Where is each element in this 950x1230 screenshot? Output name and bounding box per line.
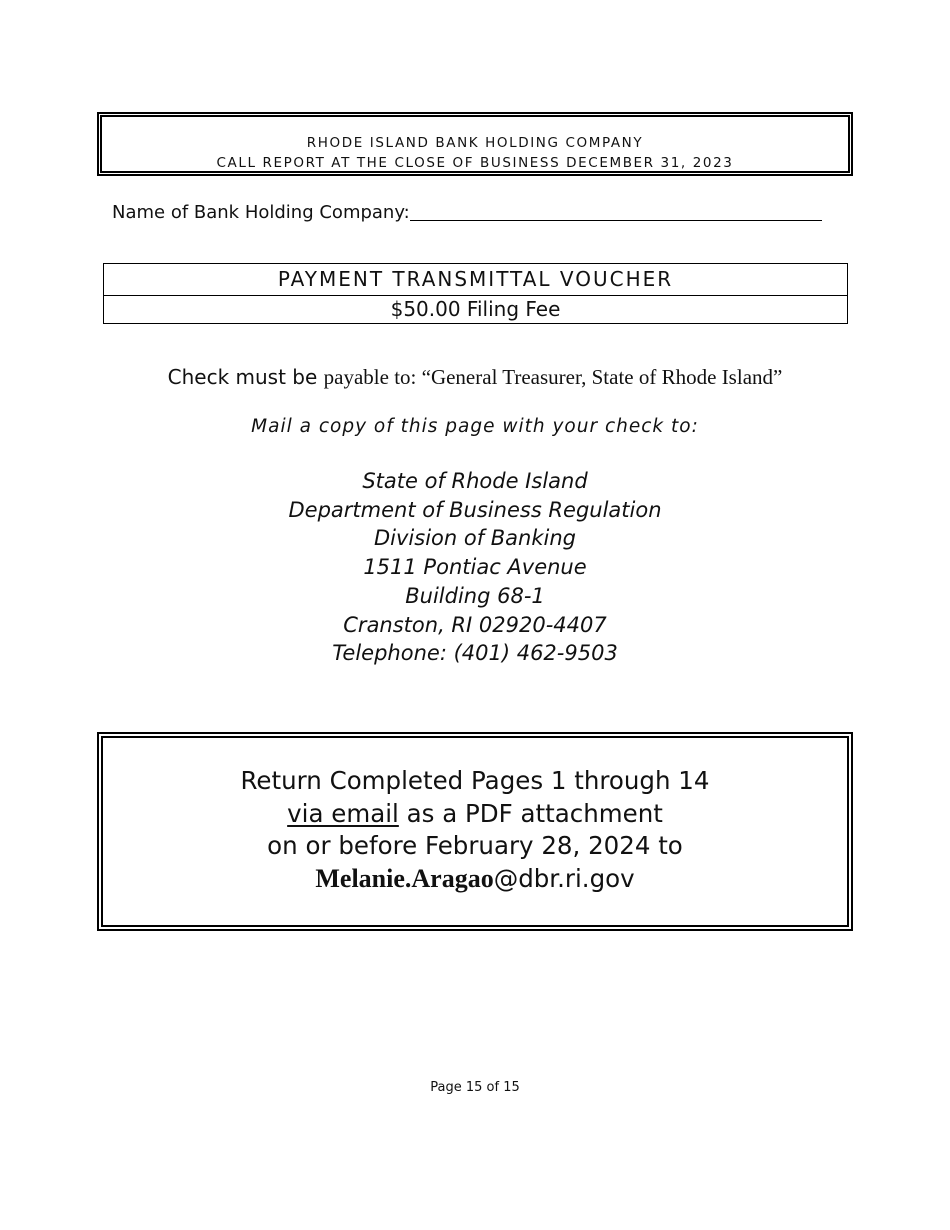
via-email-link[interactable]: via email [287, 798, 399, 828]
company-name-field [112, 202, 822, 223]
report-header-box [97, 112, 853, 176]
voucher-fee: $50.00 Filing Fee [390, 297, 561, 321]
return-instructions-box [97, 732, 853, 931]
header-line-1: RHODE ISLAND BANK HOLDING COMPANY [306, 135, 644, 151]
address-line: Telephone: (401) 462-9503 [332, 641, 618, 666]
return-line-2-rest: as a PDF attachment [398, 798, 663, 828]
address-line: Division of Banking [373, 526, 576, 551]
email-domain: @dbr.ri.gov [493, 863, 635, 893]
return-line-1: Return Completed Pages 1 through 14 [240, 766, 710, 795]
return-line-3: on or before February 28, 2024 to [267, 831, 683, 860]
address-line: Department of Business Regulation [288, 497, 662, 522]
header-line-2: CALL REPORT AT THE CLOSE OF BUSINESS DECEMBER 31, 2023 [216, 155, 734, 171]
mail-instruction: Mail a copy of this page with your check to: [251, 416, 699, 437]
payable-prefix: Check must be [167, 365, 324, 389]
payable-instruction [0, 365, 950, 390]
voucher-table [103, 263, 848, 324]
page-number: Page 15 of 15 [430, 1080, 520, 1095]
address-line: Building 68-1 [405, 583, 545, 608]
voucher-title: PAYMENT TRANSMITTAL VOUCHER [104, 264, 847, 296]
return-line-2 [103, 798, 847, 831]
company-name-label: Name of Bank Holding Company: [112, 202, 410, 223]
address-line: 1511 Pontiac Avenue [363, 555, 587, 580]
payable-text: payable to: “General Treasurer, State of Rhode Island” [323, 365, 783, 389]
address-line: Cranston, RI 02920-4407 [343, 612, 607, 637]
company-name-blank[interactable] [410, 202, 822, 221]
email-name: Melanie.Aragao [315, 863, 494, 893]
return-email[interactable] [103, 863, 847, 896]
mailing-address [0, 467, 950, 668]
address-line: State of Rhode Island [362, 469, 588, 493]
